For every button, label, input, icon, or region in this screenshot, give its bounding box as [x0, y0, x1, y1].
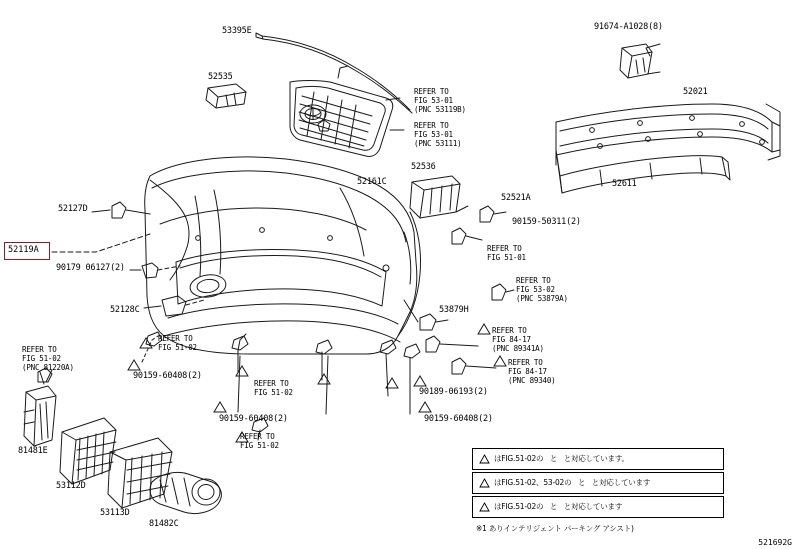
refer-note-line: FIG 51-02: [254, 388, 293, 397]
refer-note-line: REFER TO: [508, 358, 543, 367]
part-label-90159-60408-a: 90159-60408(2): [133, 371, 202, 381]
refer-note-line: REFER TO: [254, 379, 289, 388]
part-label-91674-a1028: 91674-A1028(8): [594, 22, 663, 32]
refer-note-51-02-b: [254, 379, 293, 397]
warning-triangle-icon: [479, 502, 490, 512]
refer-note-line: FIG 51-02: [158, 343, 197, 352]
refer-note-51-02-a: [158, 334, 197, 352]
refer-note-line: (PNC 53111): [414, 139, 462, 148]
refer-note-51-01: [487, 244, 526, 262]
part-label-52161c: 52161C: [357, 177, 387, 187]
refer-note-line: REFER TO: [487, 244, 522, 253]
diagram-footer-code: 521692G: [758, 538, 792, 547]
refer-note-line: (PNC 53879A): [516, 294, 568, 303]
part-label-53879h: 53879H: [439, 305, 469, 315]
refer-note-line: FIG 51-02: [22, 354, 61, 363]
refer-note-line: REFER TO: [414, 121, 449, 130]
warning-triangle-icon: [479, 478, 490, 488]
refer-note-53-02: [516, 276, 568, 303]
refer-note-line: REFER TO: [22, 345, 57, 354]
refer-note-line: (PNC 53119B): [414, 105, 466, 114]
refer-note-53-01-b: [414, 121, 461, 148]
part-label-90189-06193: 90189-06193(2): [419, 387, 488, 397]
legend-text-2: はFIG.51-02、53-02の と と対応しています: [494, 478, 651, 487]
refer-note-line: FIG 53-01: [414, 96, 453, 105]
refer-note-line: (PNC 89340): [508, 376, 556, 385]
refer-note-line: REFER TO: [240, 432, 275, 441]
part-label-52521a: 52521A: [501, 193, 531, 203]
highlighted-part-box[interactable]: [4, 242, 50, 260]
refer-note-51-02-e: [22, 345, 74, 372]
refer-note-line: FIG 53-02: [516, 285, 555, 294]
warning-triangle-icon: [479, 454, 490, 464]
part-label-90159-50311: 90159-50311(2): [512, 217, 581, 227]
refer-note-84-17-b: [508, 358, 555, 385]
part-label-90159-60408-b: 90159-60408(2): [219, 414, 288, 424]
part-label-53395e: 53395E: [222, 26, 252, 36]
part-label-81482c: 81482C: [149, 519, 179, 529]
part-label-52536: 52536: [411, 162, 436, 172]
legend-footnote: ※1 ありインテリジェント パーキング アシスト): [476, 524, 634, 533]
highlighted-part-label: 52119A: [8, 245, 39, 255]
refer-note-line: FIG 84-17: [492, 335, 531, 344]
refer-note-line: REFER TO: [158, 334, 193, 343]
part-label-90159-60408-c: 90159-60408(2): [424, 414, 493, 424]
refer-note-line: REFER TO: [516, 276, 551, 285]
refer-note-line: (PNC 89341A): [492, 344, 544, 353]
refer-note-line: REFER TO: [492, 326, 527, 335]
part-label-90179-06127: 90179 06127(2): [56, 263, 125, 273]
legend-text-3: はFIG.51-02の と と対応しています: [494, 502, 623, 511]
refer-note-line: REFER TO: [414, 87, 449, 96]
refer-note-line: FIG 53-01: [414, 130, 453, 139]
refer-note-line: FIG 84-17: [508, 367, 547, 376]
part-label-53112d: 53112D: [56, 481, 86, 491]
refer-note-53-01-a: [414, 87, 466, 114]
refer-note-line: (PNC 81220A): [22, 363, 74, 372]
legend-box-1: [472, 448, 724, 470]
part-label-53113d: 53113D: [100, 508, 130, 518]
legend-box-2: [472, 472, 724, 494]
part-label-52127d: 52127D: [58, 204, 88, 214]
part-label-52611: 52611: [612, 179, 637, 189]
refer-note-84-17-a: [492, 326, 544, 353]
legend-box-3: [472, 496, 724, 518]
legend-text-1: はFIG.51-02の と と対応しています。: [494, 454, 629, 463]
part-label-52128c: 52128C: [110, 305, 140, 315]
refer-note-line: FIG 51-01: [487, 253, 526, 262]
part-label-52021: 52021: [683, 87, 708, 97]
refer-note-51-02-c: [240, 432, 279, 450]
part-label-81481e: 81481E: [18, 446, 48, 456]
part-label-52535: 52535: [208, 72, 233, 82]
refer-note-line: FIG 51-02: [240, 441, 279, 450]
